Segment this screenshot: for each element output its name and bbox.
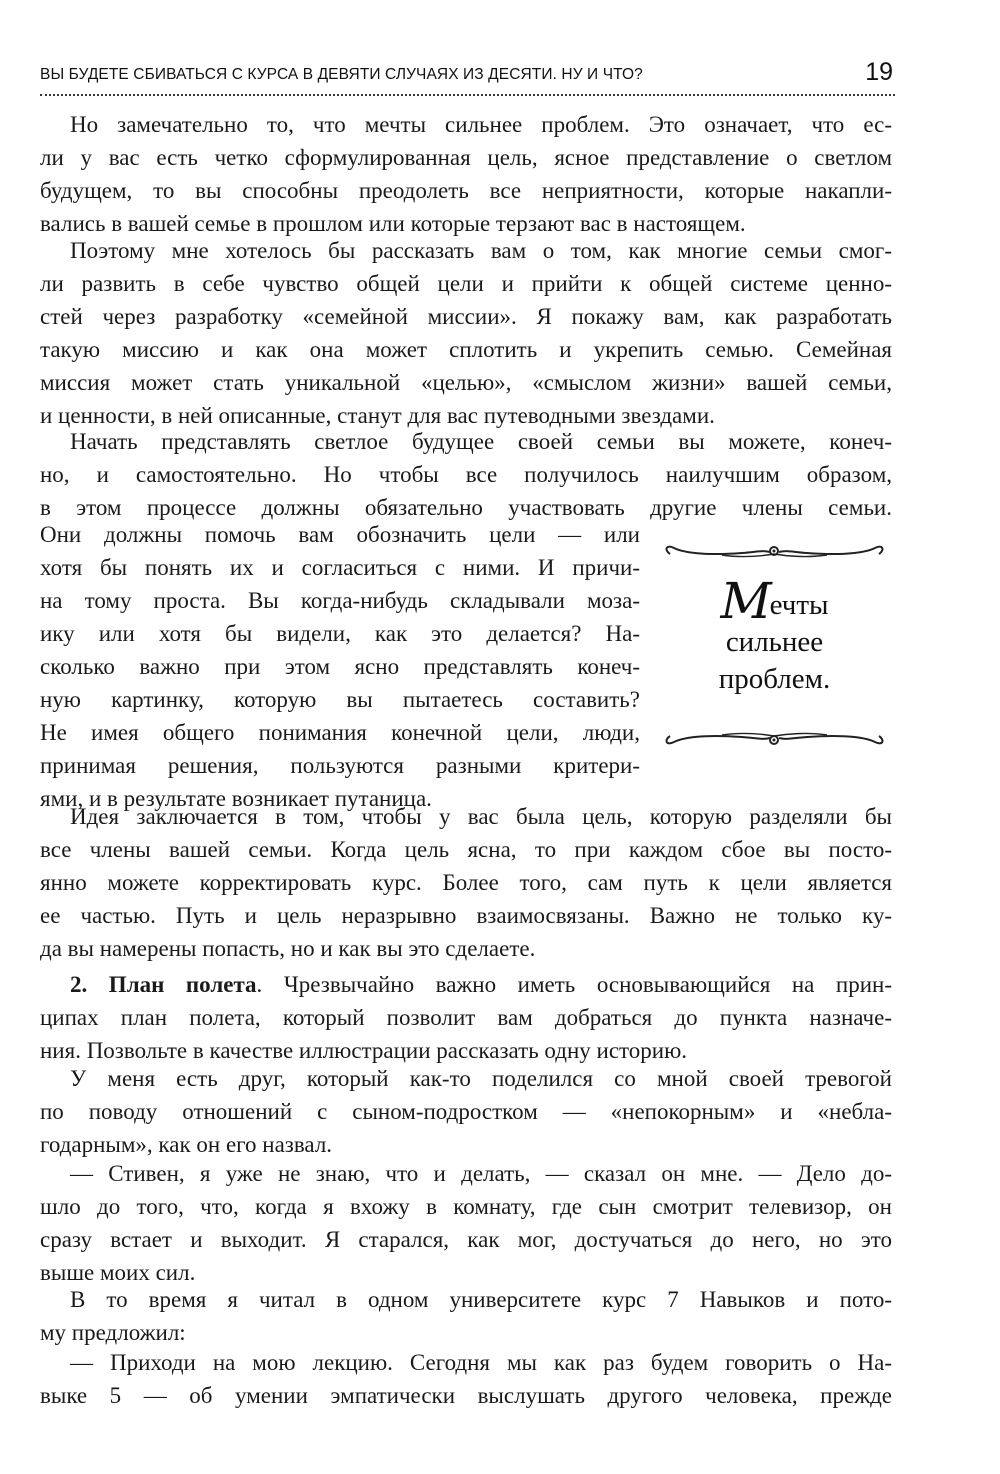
paragraph-5 (40, 968, 892, 1067)
pull-quote-dropcap: М (720, 572, 772, 630)
text-line: выке 5 — об умении эмпатически выслушать другого человека, прежде (40, 1383, 892, 1408)
text-line: вались в вашей семье в прошлом или которые терзают вас в настоящем. (40, 211, 746, 236)
text-line: сколько важно при этом ясно представлять конеч- (40, 654, 640, 679)
text-line: все члены вашей семьи. Когда цель ясна, то при каждом сбое вы посто- (40, 837, 892, 862)
paragraph-6 (40, 1062, 892, 1161)
flourish-ornament-icon (662, 726, 887, 752)
text-line: Но замечательно то, что мечты сильнее проблем. Это означает, что ес- (70, 112, 892, 137)
text-line: да вы намерены попасть, но и как вы это сделаете. (40, 936, 536, 961)
text-line: Поэтому мне хотелось бы рассказать вам о том, как многие семьи смог- (70, 238, 892, 263)
text-line: му предложил: (40, 1320, 186, 1345)
text-line: ципах план полета, который позволит вам добраться до пункта назначе- (40, 1005, 892, 1030)
text-line: принимая решения, пользуются разными критери- (40, 753, 640, 778)
text-line: ее частью. Путь и цель неразрывно взаимосвязаны. Важно не только ку- (40, 903, 892, 928)
text-line: такую миссию и как она может сплотить и укрепить семью. Семейная (40, 337, 892, 362)
text-line: Начать представлять светлое будущее своей семьи вы можете, конеч- (70, 429, 892, 454)
text-line: У меня есть друг, который как-то поделился со мной своей тревогой (70, 1066, 892, 1091)
pull-quote-text (662, 572, 887, 698)
text-line: ли развить в себе чувство общей цели и прийти к общей системе ценно- (40, 271, 892, 296)
text-line: Они должны помочь вам обозначить цели — или (40, 522, 640, 547)
page-number: 19 (865, 58, 893, 86)
text-line: по поводу отношений с сыном-подростком — «непокорным» и «небла- (40, 1099, 892, 1124)
text-line: стей через разработку «семейной миссии». Я покажу вам, как разработать (40, 304, 892, 329)
paragraph-8 (40, 1283, 892, 1349)
text-line: — Приходи на мою лекцию. Сегодня мы как раз будем говорить о На- (70, 1350, 892, 1375)
flourish-ornament-icon (662, 540, 887, 566)
text-line: Не имея общего понимания конечной цели, люди, (40, 720, 640, 745)
text-line: ями, и в результате возникает путаница. (40, 786, 432, 811)
pull-quote (662, 540, 887, 750)
text-line: сразу встает и выходит. Я старался, как мог, достучаться до него, но это (40, 1227, 892, 1252)
pull-quote-line: сильнее (725, 626, 824, 658)
text-line: и ценности, в ней описанные, станут для вас путеводными звездами. (40, 403, 715, 428)
pull-quote-line: проблем. (718, 663, 831, 695)
text-line: ику или хотя бы видели, как это делается? На- (40, 621, 640, 646)
text-line: ную картинку, которую вы пытаетесь составить? (40, 687, 640, 712)
text-line: — Стивен, я уже не знаю, что и делать, — сказал он мне. — Дело до- (70, 1161, 892, 1186)
text-line: в этом процессе должны обязательно участвовать другие члены семьи. (40, 495, 892, 520)
text-line: янно можете корректировать курс. Более того, сам путь к цели является (40, 870, 892, 895)
pull-quote-line: ечты (769, 589, 829, 621)
text-line: шло до того, что, когда я вхожу в комнату, где сын смотрит телевизор, он (40, 1194, 892, 1219)
section-heading: 2. План полета (70, 972, 257, 997)
text-line: ли у вас есть четко сформулированная цель, ясное представление о светлом (40, 145, 892, 170)
text-line: но, и самостоятельно. Но чтобы все получилось наилучшим образом, (40, 462, 892, 487)
text-line: Идея заключается в том, чтобы у вас была цель, которую разделяли бы (70, 804, 892, 829)
text-run: . Чрезвычайно важно иметь основывающийся на прин- (256, 972, 892, 997)
paragraph-7 (40, 1157, 892, 1289)
running-header-title: ВЫ БУДЕТЕ СБИВАТЬСЯ С КУРСА В ДЕВЯТИ СЛУЧАЯХ ИЗ ДЕСЯТИ. НУ И ЧТО? (40, 66, 643, 83)
text-line: выше моих сил. (40, 1260, 196, 1285)
paragraph-1 (40, 108, 892, 240)
text-line (40, 968, 892, 1001)
text-line: В то время я читал в одном университете курс 7 Навыков и пото- (70, 1287, 892, 1312)
text-line: миссия может стать уникальной «целью», «смыслом жизни» вашей семьи, (40, 370, 892, 395)
text-line: годарным», как он его назвал. (40, 1132, 333, 1157)
paragraph-3 (40, 425, 892, 524)
text-line: на тому проста. Вы когда-нибудь складывали моза- (40, 588, 640, 613)
running-header (40, 60, 895, 96)
text-line: будущем, то вы способны преодолеть все неприятности, которые накапли- (40, 178, 892, 203)
text-line: хотя бы понять их и согласиться с ними. И причи- (40, 555, 640, 580)
paragraph-2 (40, 234, 892, 432)
paragraph-9 (40, 1346, 892, 1412)
paragraph-4 (40, 800, 892, 965)
text-line: ния. Позвольте в качестве иллюстрации рассказать одну историю. (40, 1038, 688, 1063)
